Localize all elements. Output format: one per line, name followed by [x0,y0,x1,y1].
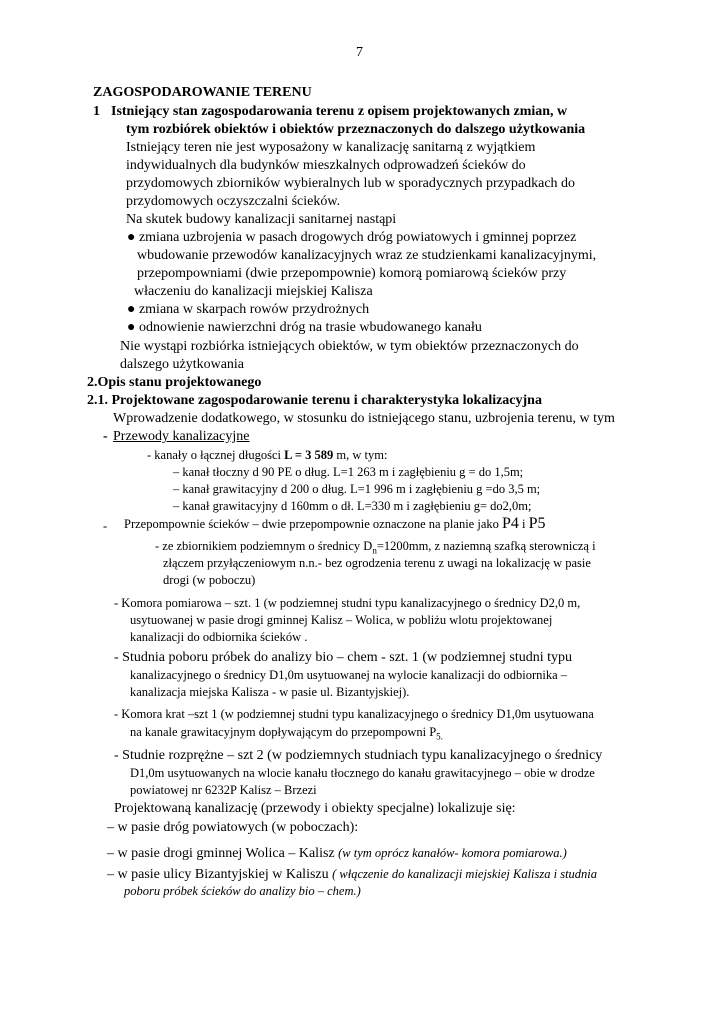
list-item: – kanał grawitacyjny d 160mm o dł. L=330 m i zagłębieniu g= do2,0m; [173,499,532,513]
list-item: - Studnie rozprężne – szt 2 (w podziemnych studniach typu kanalizacyjnego o średnicy [114,748,603,763]
list-item: usytuowanej w pasie drogi gminnej Kalisz – Wolica, w pobliżu wlotu projektowanej [130,613,553,627]
bullet-line: ● odnowienie nawierzchni dróg na trasie wbudowanego kanału [127,320,482,335]
pump-label-p5: P5 [528,515,546,532]
list-item [107,866,597,884]
list-item: powiatowej nr 6232P Kalisz – Brzezi [130,783,317,797]
paragraph-line: Istniejący teren nie jest wyposażony w kanalizację sanitarną z wyjątkiem [126,140,536,155]
page-number: 7 [356,45,363,60]
list-item: - Komora krat –szt 1 (w podziemnej studni typu kanalizacyjnego o średnicy D1,0m usytuowana [114,707,594,721]
section-heading: ZAGOSPODAROWANIE TERENU [93,85,312,100]
paragraph-line: przydomowych zbiorników wybieralnych lub w sporadycznych przypadkach do [126,176,576,191]
paragraph-line: Projektowaną kanalizację (przewody i obiekty specjalne) lokalizuje się: [114,801,516,816]
list-item: - Studnia poboru próbek do analizy bio – chem - szt. 1 (w podziemnej studni typu [114,650,573,665]
list-item: D1,0m usytuowanych na wlocie kanału tłocznego do kanału grawitacyjnego – obie w drodze [130,766,595,780]
paragraph-line: drogi (w poboczu) [163,573,256,587]
text-run: m, w tym: [333,448,388,462]
list-item [130,724,443,745]
list-item: - Komora pomiarowa – szt. 1 (w podziemnej studni typu kanalizacyjnego o średnicy D2,0 m, [114,596,581,610]
bullet-line: właczeniu do kanalizacji miejskiej Kalisza [134,284,373,299]
bullet-line: ● zmiana w skarpach rowów przydrożnych [127,302,370,317]
text-run: Przepompownie ścieków – dwie przepompownie oznaczone na planie jako [124,517,502,531]
note: poboru próbek ścieków do analizy bio – chem.) [124,884,361,898]
section-1-title-line2: tym rozbiórek obiektów i obiektów przeznaczonych do dalszego użytkowania [126,122,586,137]
paragraph-line [124,516,546,532]
paragraph-line: dalszego użytkowania [120,357,245,372]
paragraph-line: przydomowych oczyszczalni ścieków. [126,194,341,209]
paragraph-line: złączem przyłączeniowym n.n.- bez ogrodzenia terenu z uwagi na lokalizację w pasie [163,556,591,570]
total-length: L = 3 589 [284,448,334,462]
paragraph-line: indywidualnych dla budynków mieszkalnych odprowadzeń ścieków do [126,158,526,173]
list-item: – kanał grawitacyjny d 200 o dług. L=1 996 m i zagłębieniu g =do 3,5 m; [173,482,541,496]
bullet-line: wbudowanie przewodów kanalizacyjnych wraz ze studzienkami kanalizacyjnymi, [137,248,597,263]
text-run: i [518,517,529,531]
list-item: kanalizacji do odbiornika ścieków . [130,630,308,644]
paragraph-line: Na skutek budowy kanalizacji sanitarnej nastąpi [126,212,397,227]
list-dash: - [103,519,108,533]
paragraph-line: Wprowadzenie dodatkowego, w stosunku do istniejącego stanu, uzbrojenia terenu, w tym [113,411,615,426]
text-run: - kanały o łącznej długości [147,448,285,462]
list-item: kanalizacja miejska Kalisza - w pasie ul. Bizantyjskiej). [130,685,410,699]
paragraph-line: Nie wystąpi rozbiórka istniejących obiektów, w tym obiektów przeznaczonych do [120,339,579,354]
section-2-1-title: 2.1. Projektowane zagospodarowanie terenu i charakterystyka lokalizacyjna [87,393,542,408]
bullet-line: przepompowniami (dwie przepompownie) komorą pomiarową ścieków przy [137,266,567,281]
subscript: n [372,545,377,556]
text-run: na kanale grawitacyjnym dopływającym do przepompowni P [130,725,437,739]
subscript: 5. [436,731,443,742]
text-run: =1200mm, z naziemną szafką sterowniczą i [376,539,596,553]
paragraph-line [147,447,387,463]
text-run: – w pasie ulicy Bizantyjskiej w Kaliszu [107,867,333,882]
list-item: – kanał tłoczny d 90 PE o dług. L=1 263 m i zagłębieniu g = do 1,5m; [173,465,524,479]
note: ( włączenie do kanalizacji miejskiej Kalisza i studnia [332,867,598,881]
list-dash: - [103,429,108,444]
list-item: kanalizacyjnego o średnicy D1,0m usytuowanej na wylocie kanalizacji do odbiornika – [130,668,568,682]
section-2-title: 2.Opis stanu projektowanego [87,375,262,390]
bullet-line: ● zmiana uzbrojenia w pasach drogowych dróg powiatowych i gminnej poprzez [127,230,577,245]
note: (w tym oprócz kanałów- komora pomiarowa.) [338,846,567,860]
pump-label-p4: P4 [502,515,519,532]
subsection-title: Przewody kanalizacyjne [113,429,250,444]
text-run: - ze zbiornikiem podziemnym o średnicy D [155,539,373,553]
section-1-title-line1: Istniejący stan zagospodarowania terenu z opisem projektowanych zmian, w [111,104,568,119]
list-item [107,845,567,863]
section-1-number: 1 [93,104,100,119]
list-item: – w pasie dróg powiatowych (w poboczach): [107,820,359,835]
text-run: – w pasie drogi gminnej Wolica – Kalisz [107,846,339,861]
